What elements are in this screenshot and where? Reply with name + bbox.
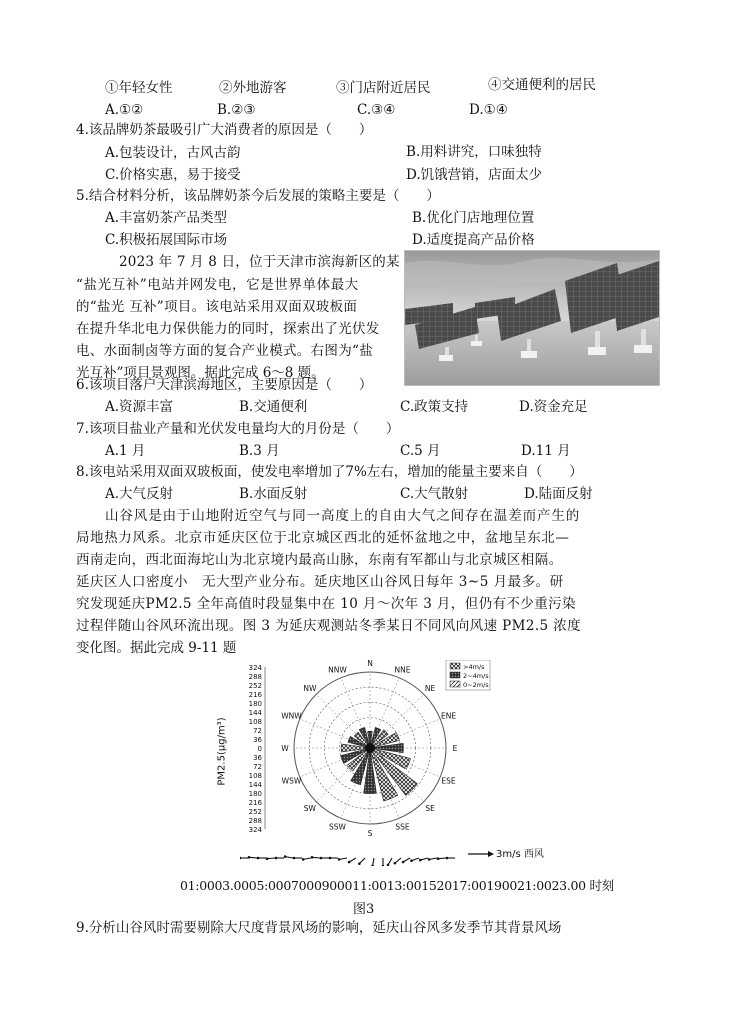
wind-arrow <box>428 858 437 861</box>
q6-option-b: B.交通便利 <box>239 399 308 415</box>
q7-option-b: B.3 月 <box>239 443 280 459</box>
q4-option-d: D.饥饿营销，店面太少 <box>406 167 543 183</box>
y-tick-label: 216 <box>248 691 262 699</box>
wind-arrow <box>329 857 338 860</box>
figure-caption: 图3 <box>353 902 375 917</box>
q8-option-b: B.水面反射 <box>239 486 308 502</box>
direction-label: W <box>281 744 289 753</box>
wind-arrow <box>320 857 329 860</box>
q5-option-c: C.积极拓展国际市场 <box>105 232 228 248</box>
passage1-line-6: 光互补”项目景观图。据此完成 6～8 题。 <box>76 365 325 381</box>
passage1-line-4: 在提升华北电力保供能力的同时，探索出了光伏发 <box>76 321 380 337</box>
y-tick-label: 288 <box>248 817 262 825</box>
passage1-line-5: 电、水面制卤等方面的复合产业模式。右图为“盐 <box>76 343 374 359</box>
wind-arrow <box>437 857 446 860</box>
y-tick-label: 108 <box>248 772 262 780</box>
passage2-line-1: 山谷风是由于山地附近空气与同一高度上的自由大气之间存在温差而产生的 <box>105 508 581 524</box>
wind-arrow <box>387 858 392 866</box>
q5-option-a: A.丰富奶茶产品类型 <box>105 210 228 226</box>
q6-option-a: A.资源丰富 <box>105 399 174 415</box>
passage2-line-4: 延庆区人口密度小 无大型产业分布。延庆地区山谷风日每年 3~5 月最多。研 <box>76 574 564 590</box>
q7-option-a: A.1 月 <box>105 443 146 459</box>
y-tick-label: 0 <box>257 745 262 753</box>
wind-arrow <box>371 858 374 866</box>
y-tick-label: 252 <box>248 808 262 816</box>
q4-option-a: A.包装设计，古风古韵 <box>105 145 241 161</box>
wind-arrow <box>266 857 275 860</box>
y-tick-label: 144 <box>248 709 262 717</box>
wind-vector-row <box>240 842 540 866</box>
q3-item-2: ②外地游客 <box>219 80 287 96</box>
y-tick-label: 180 <box>248 790 262 798</box>
q6-option-d: D.资金充足 <box>519 399 588 415</box>
passage1-line-1: 2023 年 7 月 8 日，位于天津市滨海新区的某 <box>119 254 400 270</box>
passage2-line-5: 究发现延庆PM2.5 全年高值时段显集中在 10 月～次年 3 月，但仍有不少重污染 <box>76 596 576 612</box>
passage1-line-3: 的“盐光 互补”项目。该电站采用双面双玻板面 <box>76 299 358 315</box>
rose-petal <box>364 748 377 794</box>
y-tick-label: 36 <box>253 754 262 762</box>
wind-arrow <box>257 857 266 860</box>
solar-salt-field-photo <box>404 250 660 386</box>
y-tick-label: 72 <box>253 763 262 771</box>
wind-arrow <box>348 858 356 863</box>
time-axis-labels: 01:0003.0005:0007000900011:0013:00152017:00190021:0023.00 时刻 <box>180 878 614 893</box>
q8-option-c: C.大气散射 <box>400 486 469 502</box>
q3-option-a: A.①② <box>105 102 144 118</box>
y-tick-label: 324 <box>248 664 262 672</box>
q7-option-c: C.5 月 <box>400 443 441 459</box>
passage2-line-2: 局地热力风系。北京市延庆区位于北京城区西北的延怀盆地之中，盆地呈东北— <box>76 530 570 546</box>
direction-label: WSW <box>281 776 302 786</box>
q8-option-a: A.大气反射 <box>105 486 174 502</box>
passage2-line-6: 过程伴随山谷风环流出现。图 3 为延庆观测站冬季某日不同风向风速 PM2.5 浓度 <box>76 618 582 634</box>
wind-arrow <box>382 858 385 866</box>
q9-stem: 9.分析山谷风时需要剔除大尺度背景风场的影响，延庆山谷风多发季节其背景风场 <box>76 920 562 936</box>
direction-label: ENE <box>440 711 457 721</box>
q7-option-d: D.11 月 <box>521 443 571 459</box>
direction-label: SSW <box>329 822 346 832</box>
q8-stem: 8.该电站采用双面双玻板面，使发电率增加了7%左右，增加的能量主要来自（ ） <box>76 464 583 480</box>
q3-item-4: ④交通便利的居民 <box>488 77 596 93</box>
direction-label: ESE <box>441 776 456 786</box>
direction-label: E <box>452 744 458 753</box>
direction-label: NNW <box>328 665 347 675</box>
q5-option-b: B.优化门店地理位置 <box>412 210 535 226</box>
wind-arrow <box>284 855 293 858</box>
passage2-line-7: 变化图。据此完成 9-11 题 <box>76 640 237 656</box>
q4-option-b: B.用料讲究，口味独特 <box>406 144 542 160</box>
y-tick-label: 252 <box>248 682 262 690</box>
wind-arrow <box>338 858 347 861</box>
legend-entry: 0~2m/s <box>463 681 489 689</box>
q7-stem: 7.该项目盐业产量和光伏发电量均大的月份是（ ） <box>76 421 400 437</box>
direction-label: SW <box>303 804 316 814</box>
legend-entry: >4m/s <box>463 663 485 671</box>
y-tick-label: 216 <box>248 799 262 807</box>
q3-item-3: ③门店附近居民 <box>336 80 431 96</box>
direction-label: WNW <box>281 711 302 721</box>
wind-arrow <box>293 857 302 860</box>
y-tick-label: 108 <box>248 718 262 726</box>
direction-label: NW <box>303 683 317 693</box>
q6-option-c: C.政策支持 <box>400 399 469 415</box>
wind-arrow <box>248 856 257 859</box>
q3-item-1: ①年轻女性 <box>105 80 173 96</box>
y-tick-label: 324 <box>248 826 262 834</box>
y-tick-label: 180 <box>248 700 262 708</box>
passage1-line-2: “盐光互补”电站并网发电，它是世界单体最大 <box>76 277 359 293</box>
q6-stem: 6.该项目落户天津滨海地区，主要原因是（ ） <box>76 377 373 393</box>
q4-option-c: C.价格实惠，易于接受 <box>105 167 241 183</box>
y-axis-label: PM2.5(μg/m³) <box>216 717 228 786</box>
q5-option-d: D.适度提高产品价格 <box>412 232 535 248</box>
q4-stem: 4.该品牌奶茶最吸引广大消费者的原因是（ ） <box>76 122 373 138</box>
wind-arrow <box>240 857 248 860</box>
wind-arrow <box>302 858 311 861</box>
passage2-line-3: 西南走向，西北面海坨山为北京境内最高山脉，东南有军都山与北京城区相隔。 <box>76 552 563 568</box>
wind-rose-figure <box>216 660 554 856</box>
wind-arrow <box>402 858 410 863</box>
direction-label: SE <box>425 804 435 814</box>
q3-option-d: D.①④ <box>469 102 508 118</box>
legend-entry: 2~4m/s <box>463 672 489 680</box>
wind-arrow <box>394 858 401 864</box>
direction-label: NE <box>424 683 436 693</box>
wind-arrow <box>275 857 284 860</box>
direction-label: SSE <box>395 822 410 832</box>
y-tick-label: 36 <box>253 736 262 744</box>
y-tick-label: 288 <box>248 673 262 681</box>
direction-label: NNE <box>394 665 411 675</box>
y-tick-label: 144 <box>248 781 262 789</box>
q5-stem: 5.结合材料分析，该品牌奶茶今后发展的策略主要是（ ） <box>76 188 440 204</box>
wind-arrow <box>410 858 419 862</box>
wind-scale-label: 3m/s 西风 <box>496 849 544 860</box>
wind-arrow <box>419 858 428 861</box>
wind-arrow <box>358 858 365 865</box>
q3-option-b: B.②③ <box>217 102 256 118</box>
direction-label: N <box>367 660 373 668</box>
q8-option-d: D.陆面反射 <box>524 486 593 502</box>
wind-arrow <box>311 856 320 859</box>
wind-arrow <box>446 857 455 860</box>
direction-label: S <box>367 829 373 838</box>
y-tick-label: 72 <box>253 727 262 735</box>
q3-option-c: C.③④ <box>357 102 396 118</box>
